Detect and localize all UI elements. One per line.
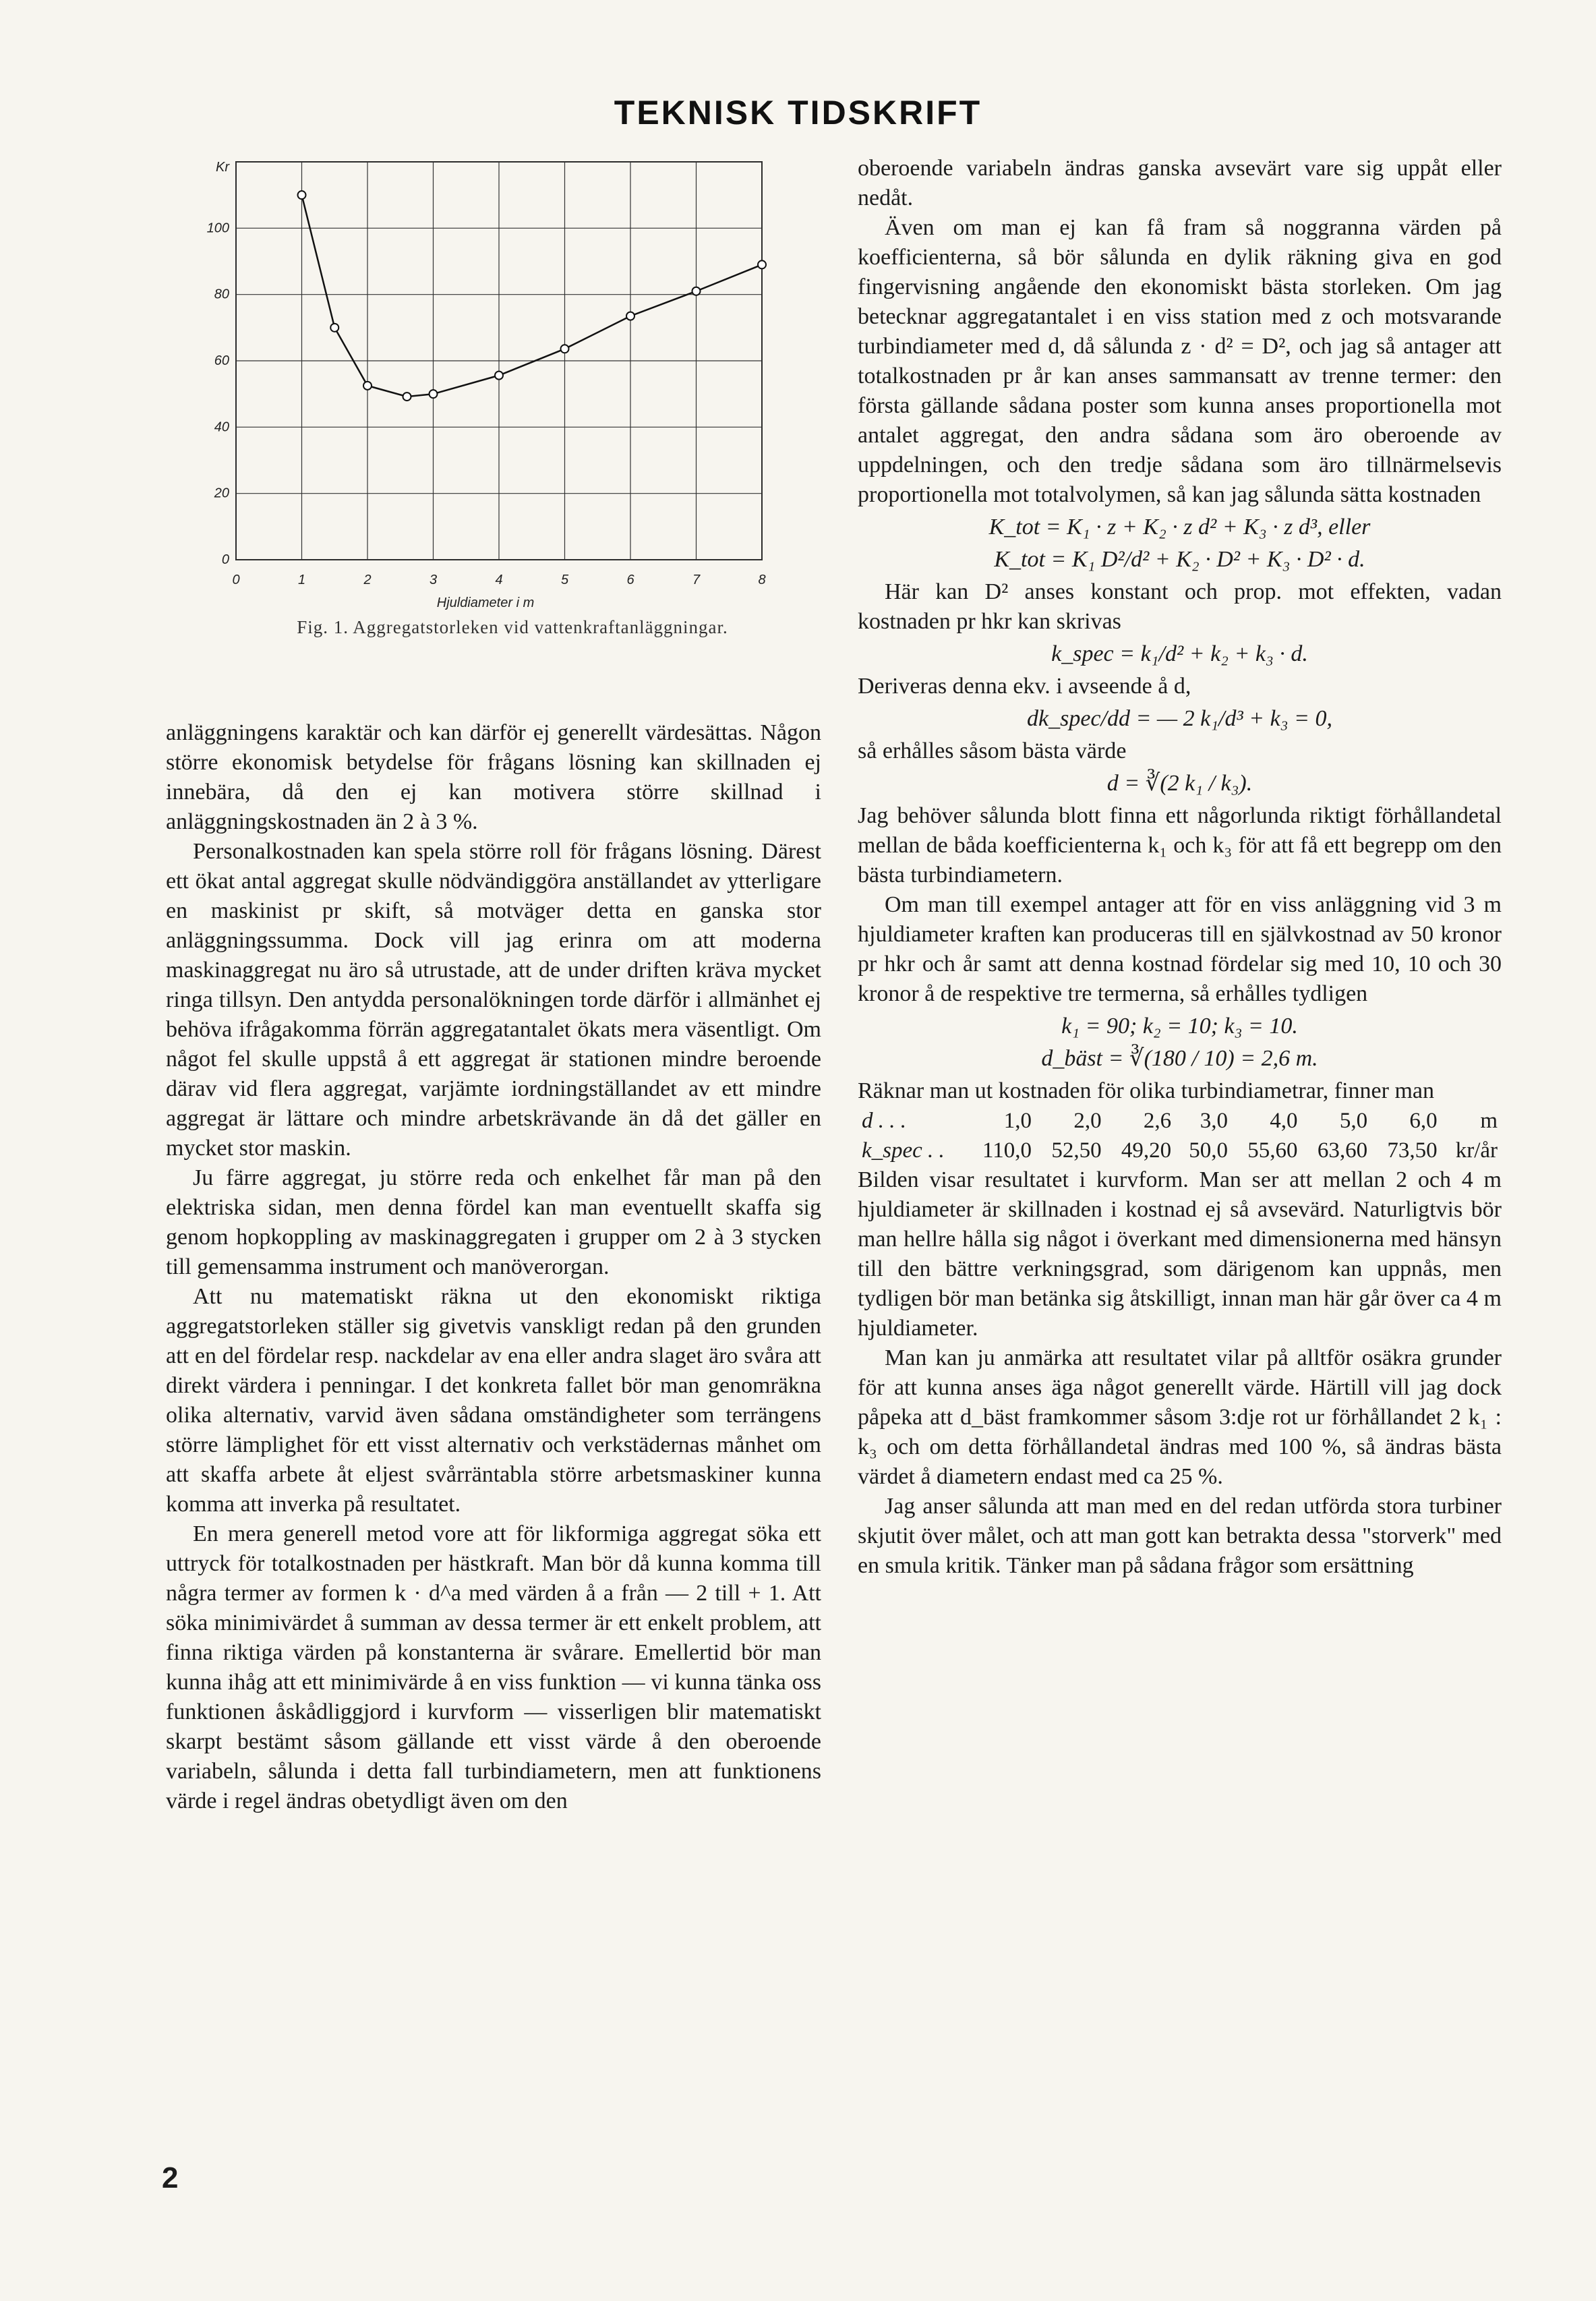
- equation: d = ∛(2 k₁ / k₃).: [1106, 771, 1253, 796]
- x-tick-label: 0: [232, 573, 240, 587]
- data-point: [692, 287, 701, 295]
- cost-curve-chart: [196, 148, 802, 614]
- paragraph: oberoende variabeln ändras ganska avsevärt vare sig uppåt eller nedåt.: [858, 156, 1502, 210]
- x-tick-label: 5: [560, 573, 569, 587]
- data-point: [758, 260, 766, 268]
- left-column: [166, 718, 821, 1816]
- paragraph: Personalkostnaden kan spela större roll för frågans lösning. Därest ett ökat antal aggregat skulle nödvändiggöra anställandet av ytterligare en maskinist pr skift, så motväger detta en ganska stor anläggningssumma. Dock vill jag erinra om att moderna maskinaggregat nu äro så utrustade, att de under driften kräva mycket ringa tillsyn. Den antydda personalökningen torde därför i allmänhet ej behöva ifrågakomma förrän aggregatantalet ökats mera väsentligt. Om något fel skulle uppstå å ett aggregat är stationen mindre beroende därav vid flera aggregat, varjämte iordningställandet av ett mindre aggregat är lättare och mindre arbetskrävande än då det gäller en mycket stor maskin.: [166, 839, 821, 1161]
- table-cell: 6,0: [1409, 1109, 1438, 1133]
- x-tick-label: 1: [297, 573, 306, 587]
- paragraph: Även om man ej kan få fram så noggranna värden på koefficienterna, så bör sålunda en dylik räkning giva en god fingervisning angående den ekonomiskt bästa storleken. Om jag betecknar aggregatantalet i en viss station med z och motsvarande turbindiameter med d, då sålunda z · d² = D², och jag så antager att totalkostnaden pr år kan anses sammansatt av trenne termer: den första gällande sådana poster som kunna anses proportionella mot antalet aggregat, den andra sådana som äro oberoende av uppdelningen, och den tredje sådana som äro tillnärmelsevis proportionella mot totalvolymen, så kan jag sålunda sätta kostnaden: [858, 215, 1502, 507]
- x-tick-label: 6: [626, 573, 634, 587]
- table-cell: 5,0: [1339, 1109, 1368, 1133]
- equation: K_tot = K₁ D²/d² + K₂ · D² + K₃ · D² · d.: [994, 547, 1365, 572]
- data-point: [298, 191, 306, 199]
- data-point: [495, 372, 503, 380]
- y-tick-label: 100: [206, 221, 229, 236]
- right-column: [858, 154, 1502, 1581]
- table-cell: 63,60: [1317, 1138, 1368, 1163]
- x-tick-label: 7: [692, 573, 701, 587]
- table-cell: 55,60: [1247, 1138, 1298, 1163]
- page-number: 2: [162, 2161, 179, 2194]
- paragraph: Jag anser sålunda att man med en del redan utförda stora turbiner skjutit över målet, och att man gott kan betrakta dessa "storverk" med en smula kritik. Tänker man på sådana frågor som ersättning: [858, 1494, 1502, 1578]
- paragraph: Att nu matematiskt räkna ut den ekonomiskt riktiga aggregatstorleken ställer sig givetvis vanskligt redan på den grunden att en del fördelar resp. nackdelar av ena eller andra slaget äro svåra att direkt värdera i penningar. I det konkreta fallet bör man genomräkna olika alternativ, varvid även sådana omständigheter som terrängens större lämplighet för ett visst alternativ och verkstädernas månhet om att skaffa arbete åt eljest svårräntabla större arbetsmaskiner kunna komma att inverka på resultatet.: [166, 1284, 821, 1517]
- table-cell: 3,0: [1200, 1109, 1228, 1133]
- table-cell: 2,6: [1143, 1109, 1172, 1133]
- table-cell: m: [1480, 1109, 1498, 1133]
- y-tick-label: 20: [214, 486, 229, 501]
- x-tick-label: 3: [429, 573, 438, 587]
- table-cell: 2,0: [1073, 1109, 1102, 1133]
- equation: k_spec = k₁/d² + k₂ + k₃ · d.: [1051, 641, 1308, 666]
- y-tick-label: 40: [214, 419, 229, 435]
- equation: K_tot = K₁ · z + K₂ · z d² + K₃ · z d³, eller: [988, 515, 1371, 540]
- data-point: [626, 312, 634, 320]
- table-row: [858, 1106, 1502, 1136]
- y-tick-label: 60: [214, 353, 229, 368]
- y-tick-label: 80: [214, 287, 229, 302]
- journal-header: TEKNISK TIDSKRIFT: [614, 94, 982, 132]
- table-cell: 1,0: [1003, 1109, 1032, 1133]
- x-tick-label: 8: [758, 573, 766, 587]
- paragraph: Man kan ju anmärka att resultatet vilar på alltför osäkra grunder för att kunna anses äga något generellt värde. Härtill vill jag dock påpeka att d_bäst framkommer såsom 3:dje rot ur förhållandet 2 k₁ : k₃ och om detta förhållandetal ändras med 100 %, så ändras bästa värdet å diametern endast med ca 25 %.: [858, 1345, 1502, 1489]
- table-cell: 49,20: [1121, 1138, 1172, 1163]
- table-cell: 4,0: [1270, 1109, 1298, 1133]
- paragraph: så erhålles såsom bästa värde: [858, 738, 1127, 763]
- cost-curve-line: [302, 195, 763, 397]
- data-point: [363, 382, 372, 390]
- paragraph: Ju färre aggregat, ju större reda och enkelhet får man på den elektriska sidan, men denna fördel kan man eventuellt skaffa sig genom hopkoppling av maskinaggregaten i grupper om 2 à 3 stycken till gemensamma instrument och manöverorgan.: [166, 1165, 821, 1279]
- paragraph: Räknar man ut kostnaden för olika turbindiametrar, finner man: [858, 1078, 1434, 1103]
- paragraph: anläggningens karaktär och kan därför ej generellt värdesättas. Någon större ekonomisk betydelse för frågans lösning kan skillnaden ej innebära, då den ej kan motivera större skillnad i anläggningskostnaden än 2 à 3 %.: [166, 720, 821, 834]
- table-cell: 110,0: [982, 1138, 1032, 1163]
- paragraph: Jag behöver sålunda blott finna ett någorlunda riktigt förhållandetal mellan de båda koefficienterna k₁ och k₃ för att få ett begrepp om den bästa turbindiametern.: [858, 803, 1502, 887]
- data-point: [330, 324, 338, 332]
- x-tick-label: 2: [363, 573, 372, 587]
- table-cell: 52,50: [1051, 1138, 1102, 1163]
- equation: d_bäst = ∛(180 / 10) = 2,6 m.: [1041, 1046, 1318, 1071]
- paragraph: Deriveras denna ekv. i avseende å d,: [858, 674, 1191, 699]
- data-point: [430, 390, 438, 398]
- equation: k₁ = 90; k₂ = 10; k₃ = 10.: [1061, 1014, 1298, 1039]
- cost-table: [858, 1106, 1502, 1165]
- table-cell: 73,50: [1387, 1138, 1438, 1163]
- paragraph: Bilden visar resultatet i kurvform. Man ser att mellan 2 och 4 m hjuldiameter är skillnaden i kostnad ej så avsevärd. Naturligtvis bör man hellre hålla sig något i överkant med dimensionerna med hänsyn till den bättre verkningsgrad, som därigenom kan uppnås, men tydligen bör man betänka sig åtskilligt, innan man här går över ca 4 m hjuldiameter.: [858, 1167, 1502, 1341]
- table-row: [858, 1136, 1502, 1165]
- data-point: [561, 345, 569, 353]
- y-tick-label: 0: [221, 552, 229, 567]
- paragraph: Om man till exempel antager att för en viss anläggning vid 3 m hjuldiameter kraften kan produceras till en självkostnad av 50 kronor pr hkr och år samt att denna kostnad fördelar sig med 10, 10 och 30 kronor å de respektive tre termerna, så erhålles tydligen: [858, 892, 1502, 1006]
- table-cell: 50,0: [1189, 1138, 1228, 1163]
- x-axis-label: Hjuldiameter i m: [436, 595, 535, 610]
- paragraph: Här kan D² anses konstant och prop. mot effekten, vadan kostnaden pr hkr kan skrivas: [858, 579, 1502, 634]
- table-cell: kr/år: [1455, 1138, 1498, 1163]
- table-row-label: d . . .: [862, 1109, 906, 1133]
- y-axis-label: Kr: [216, 160, 229, 175]
- data-point: [403, 392, 411, 401]
- x-tick-label: 4: [495, 573, 503, 587]
- equation: dk_spec/dd = — 2 k₁/d³ + k₃ = 0,: [1027, 706, 1332, 731]
- figure-1: [196, 148, 802, 668]
- paragraph: En mera generell metod vore att för likformiga aggregat söka ett uttryck för totalkostnaden per hästkraft. Man bör då kunna komma till några termer av formen k · d^a med värden å a från — 2 till + 1. Att söka minimivärdet å summan av dessa termer är ett enkelt problem, att finna riktiga värden på konstanterna är svårare. Emellertid bör man kunna ihåg att ett minimivärde å en viss funktion — vi kunna tänka oss funktionen åskådliggjord i kurvform — visserligen blir matematiskt skarpt bestämt såsom gällande ett visst värde å den oberoende variabeln, sålunda i detta fall turbindiametern, men att funktionens värde i regel ändras obetydligt även om den: [166, 1521, 821, 1813]
- table-row-label: k_spec . .: [862, 1138, 945, 1163]
- figure-caption: Fig. 1. Aggregatstorleken vid vattenkraftanläggningar.: [297, 617, 728, 637]
